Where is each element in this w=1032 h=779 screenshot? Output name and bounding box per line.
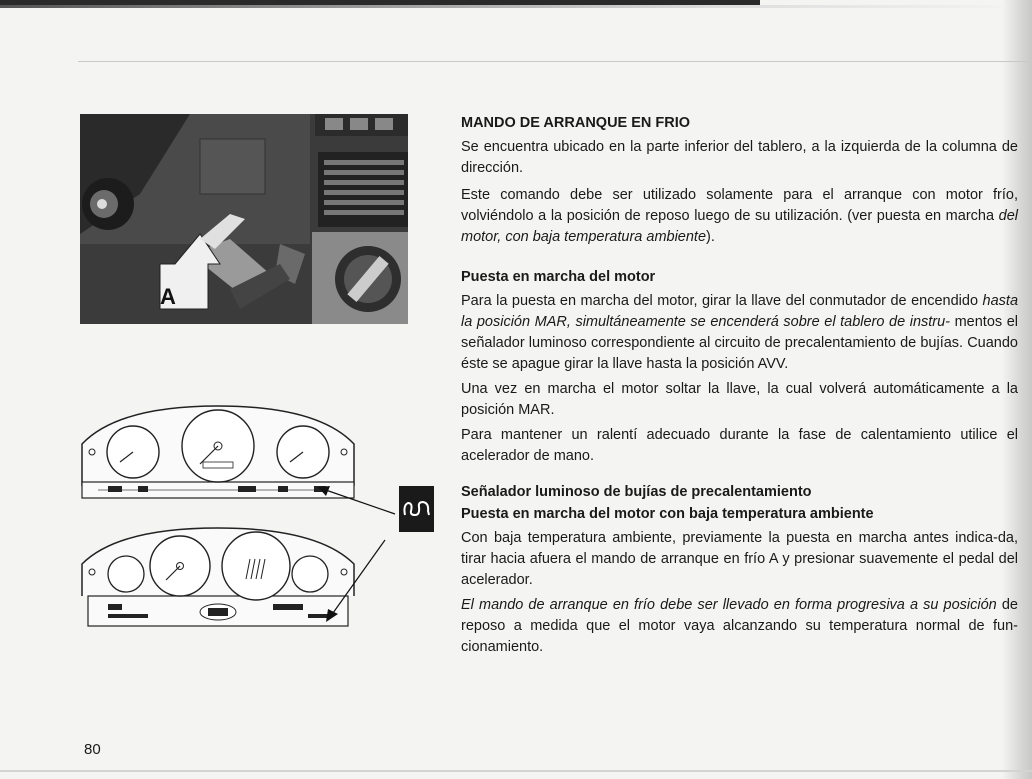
paragraph: Para mantener un ralentí adecuado durante la fase de calentamiento utilice el acelerador de mano. (461, 427, 1018, 464)
glow-plug-icon (399, 486, 434, 532)
section-glow-plug-indicator (461, 482, 1018, 658)
cold-start-photo (80, 114, 408, 324)
section-title: Puesta en marcha del motor (461, 269, 656, 285)
paragraph: El mando de arranque en frío debe ser llevado en forma progresiva a su posición de reposo a medida que el motor vaya alcanzando su temperatura normal de fun-cionamiento. (461, 597, 1018, 655)
header-rule (78, 61, 1032, 62)
section-engine-start (461, 267, 1018, 467)
paragraph: Con baja temperatura ambiente, previamente la puesta en marcha antes indica-da, tirar hacia afuera el mando de arranque en frío A y presionar suavemente el pedal del acelerador. (461, 530, 1018, 588)
section-subtitle: Puesta en marcha del motor con baja temperatura ambiente (461, 506, 874, 522)
callout-lines (300, 470, 410, 630)
section-title: MANDO DE ARRANQUE EN FRIO (461, 115, 691, 131)
section-cold-start (461, 113, 1018, 248)
top-border-shade (0, 5, 1032, 8)
bottom-rule (0, 770, 1032, 772)
page-number: 80 (84, 741, 101, 758)
paragraph: Para la puesta en marcha del motor, girar la llave del conmutador de encendido hasta la posición MAR, simultáneamente se encenderá sobre el tablero de instru- mentos el señalador luminoso correspondiente al circuito de precalentamiento de bujías. Cuando éste se apague girar la llave hasta la posición AVV. (461, 293, 1019, 372)
paragraph: Este comando debe ser utilizado solamente para el arranque con motor frío, volviéndolo a la posición de reposo luego de su utilización. (ver puesta en marcha del motor, con baja temperatura ambiente). (461, 187, 1018, 245)
photo-label-a: A (160, 284, 176, 309)
paragraph: Se encuentra ubicado en la parte inferior del tablero, a la izquierda de la columna de dirección. (461, 139, 1018, 176)
section-title: Señalador luminoso de bujías de precalentamiento (461, 484, 812, 500)
paragraph: Una vez en marcha el motor soltar la llave, la cual volverá automáticamente a la posición MAR. (461, 381, 1018, 418)
